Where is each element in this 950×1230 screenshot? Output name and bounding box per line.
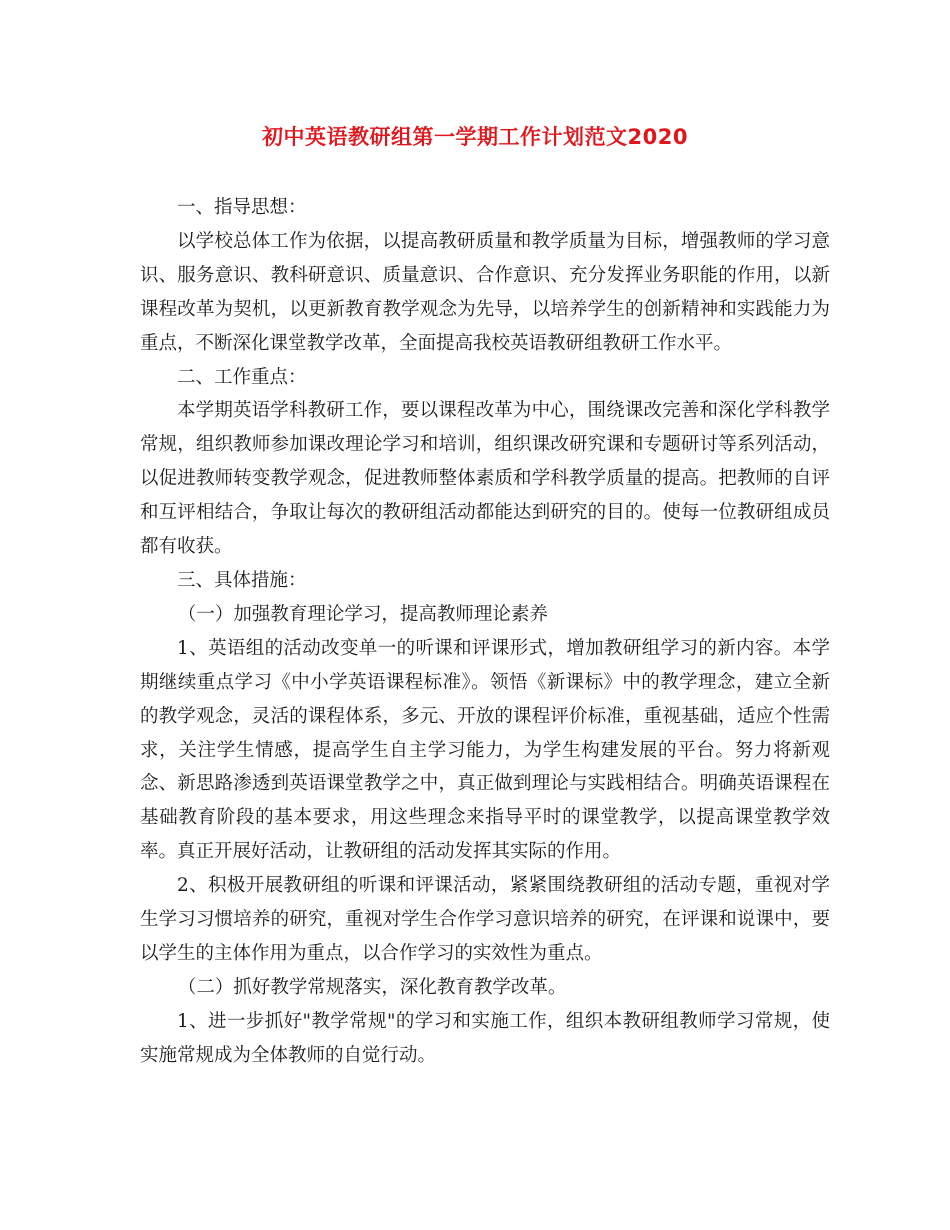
section-heading-measures: 三、具体措施： xyxy=(177,569,307,591)
subsection-heading-teaching-routine: （二）抓好教学常规落实，深化教育教学改革。 xyxy=(177,976,567,998)
subsection-heading-theory-study: （一）加强教育理论学习，提高教师理论素养 xyxy=(177,603,548,625)
paragraph-measure-1-2: 2、积极开展教研组的听课和评课活动，紧紧围绕教研组的活动专题，重视对学生学习习惯培养的研究，重视对学生合作学习意识培养的研究，在评课和说课中，要以学生的主体作用为重点，以合作学习的实效性为重点。 xyxy=(140,875,830,964)
section-heading-work-focus: 二、工作重点： xyxy=(177,366,307,388)
paragraph-work-focus: 本学期英语学科教研工作，要以课程改革为中心，围绕课改完善和深化学科教学常规，组织教师参加课改理论学习和培训，组织课改研究课和专题研讨等系列活动，以促进教师转变教学观念，促进教师整体素质和学科教学质量的提高。把教师的自评和互评相结合，争取让每次的教研组活动都能达到研究的目的。使每一位教研组成员都有收获。 xyxy=(140,400,830,558)
paragraph-measure-1-1: 1、英语组的活动改变单一的听课和评课形式，增加教研组学习的新内容。本学期继续重点学习《中小学英语课程标准》。领悟《新课标》中的教学理念，建立全新的教学观念，灵活的课程体系，多元、开放的课程评价标准，重视基础，适应个性需求，关注学生情感，提高学生自主学习能力，为学生构建发展的平台。努力将新观念、新思路渗透到英语课堂教学之中，真正做到理论与实践相结合。明确英语课程在基础教育阶段的基本要求，用这些理念来指导平时的课堂教学，以提高课堂教学效率。真正开展好活动，让教研组的活动发挥其实际的作用。 xyxy=(140,637,830,863)
document-title: 初中英语教研组第一学期工作计划范文2020 xyxy=(262,125,688,149)
document-body xyxy=(140,191,830,1073)
paragraph-guiding-ideology: 以学校总体工作为依据，以提高教研质量和教学质量为目标，增强教师的学习意识、服务意识、教科研意识、质量意识、合作意识、充分发挥业务职能的作用，以新课程改革为契机，以更新教育教学观念为先导，以培养学生的创新精神和实践能力为重点，不断深化课堂教学改革，全面提高我校英语教研组教研工作水平。 xyxy=(140,230,830,354)
section-heading-guiding-ideology: 一、指导思想： xyxy=(177,197,307,218)
paragraph-measure-2-1: 1、进一步抓好"教学常规"的学习和实施工作，组织本教研组教师学习常规，使实施常规成为全体教师的自觉行动。 xyxy=(140,1010,830,1066)
